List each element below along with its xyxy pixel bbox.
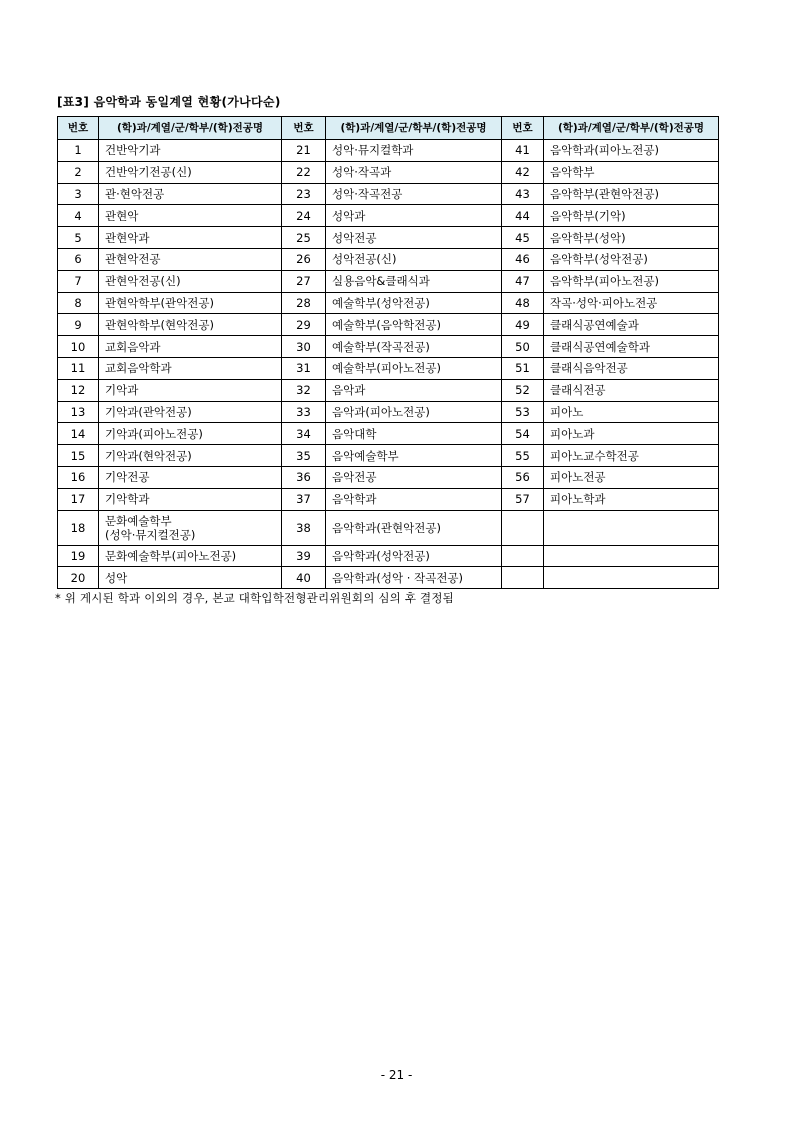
row-number: 30: [282, 336, 326, 358]
row-number: 15: [58, 445, 99, 467]
major-name-cell: 음악학부(피아노전공): [544, 270, 719, 292]
major-name-cell: 클래식전공: [544, 379, 719, 401]
header-num: 번호: [58, 117, 99, 140]
row-number: 43: [502, 183, 544, 205]
major-name-cell: 기악과(피아노전공): [99, 423, 282, 445]
major-name-cell: 클래식공연예술학과: [544, 336, 719, 358]
major-name-cell: 음악전공: [326, 466, 502, 488]
major-name-cell: 음악학과(성악전공): [326, 545, 502, 567]
major-name-cell: 음악학과(성악 · 작곡전공): [326, 567, 502, 589]
row-number: 54: [502, 423, 544, 445]
row-number: 9: [58, 314, 99, 336]
row-number: 47: [502, 270, 544, 292]
major-name-cell: 음악과: [326, 379, 502, 401]
table-row: [58, 314, 719, 336]
row-number: 46: [502, 248, 544, 270]
row-number: 44: [502, 205, 544, 227]
row-number: 12: [58, 379, 99, 401]
row-number: 8: [58, 292, 99, 314]
major-name-cell: 예술학부(음악학전공): [326, 314, 502, 336]
row-number: 4: [58, 205, 99, 227]
row-number: 5: [58, 227, 99, 249]
row-number: 20: [58, 567, 99, 589]
row-number: 26: [282, 248, 326, 270]
major-name-cell: 예술학부(피아노전공): [326, 357, 502, 379]
major-name-cell: 작곡·성악·피아노전공: [544, 292, 719, 314]
table-row: [58, 445, 719, 467]
major-name-cell: 성악·뮤지컬학과: [326, 140, 502, 162]
row-number: 19: [58, 545, 99, 567]
row-number: 48: [502, 292, 544, 314]
major-name-cell: 음악학부: [544, 161, 719, 183]
major-name-cell: [544, 545, 719, 567]
row-number: 38: [282, 510, 326, 545]
table-row: [58, 567, 719, 589]
row-number: 33: [282, 401, 326, 423]
major-name-cell: 음악학부(성악전공): [544, 248, 719, 270]
major-name-cell: 피아노전공: [544, 466, 719, 488]
table-row: [58, 336, 719, 358]
major-name-cell: 관·현악전공: [99, 183, 282, 205]
table-row: [58, 379, 719, 401]
header-row: [58, 117, 719, 140]
major-name-cell: 기악과(관악전공): [99, 401, 282, 423]
row-number: [502, 510, 544, 545]
major-name-cell: 성악과: [326, 205, 502, 227]
major-name-cell: 음악학과(피아노전공): [544, 140, 719, 162]
row-number: 35: [282, 445, 326, 467]
row-number: 7: [58, 270, 99, 292]
table-row: [58, 545, 719, 567]
row-number: 37: [282, 488, 326, 510]
major-name-detail: (성악·뮤지컬전공): [105, 527, 196, 542]
table-row: [58, 423, 719, 445]
major-name-cell: 피아노학과: [544, 488, 719, 510]
row-number: 22: [282, 161, 326, 183]
major-name-cell: 관현악전공: [99, 248, 282, 270]
major-name-cell: 피아노: [544, 401, 719, 423]
major-name-cell: 기악학과: [99, 488, 282, 510]
major-name-cell: 음악학부(기악): [544, 205, 719, 227]
row-number: 16: [58, 466, 99, 488]
major-name-cell: 성악·작곡전공: [326, 183, 502, 205]
major-name-cell: 건반악기과: [99, 140, 282, 162]
major-name-cell: 기악전공: [99, 466, 282, 488]
row-number: 23: [282, 183, 326, 205]
row-number: 36: [282, 466, 326, 488]
table-row: [58, 270, 719, 292]
row-number: 11: [58, 357, 99, 379]
major-name-cell: 피아노교수학전공: [544, 445, 719, 467]
major-name-cell: 클래식음악전공: [544, 357, 719, 379]
row-number: 17: [58, 488, 99, 510]
major-name-cell: 건반악기전공(신): [99, 161, 282, 183]
row-number: 40: [282, 567, 326, 589]
header-num: 번호: [282, 117, 326, 140]
major-name-cell: 음악학부(성악): [544, 227, 719, 249]
row-number: 57: [502, 488, 544, 510]
row-number: 27: [282, 270, 326, 292]
table-row: [58, 357, 719, 379]
row-number: 41: [502, 140, 544, 162]
row-number: 18: [58, 510, 99, 545]
major-name-cell: 성악: [99, 567, 282, 589]
row-number: 51: [502, 357, 544, 379]
major-name-cell: 실용음악&클래식과: [326, 270, 502, 292]
row-number: 45: [502, 227, 544, 249]
table-row: [58, 205, 719, 227]
footnote: * 위 게시된 학과 이외의 경우, 본교 대학입학전형관리위원회의 심의 후 결정됨: [55, 591, 454, 605]
row-number: 34: [282, 423, 326, 445]
header-name: (학)과/계열/군/학부/(학)전공명: [326, 117, 502, 140]
table-caption: [표3] 음악학과 동일계열 현황(가나다순): [57, 95, 281, 109]
table-row: [58, 248, 719, 270]
major-name-cell: 성악전공(신): [326, 248, 502, 270]
table-row: [58, 292, 719, 314]
table-row: [58, 466, 719, 488]
row-number: 13: [58, 401, 99, 423]
major-name-cell: 성악·작곡과: [326, 161, 502, 183]
major-name-cell: 음악학부(관현악전공): [544, 183, 719, 205]
row-number: 14: [58, 423, 99, 445]
row-number: 2: [58, 161, 99, 183]
table-row: [58, 161, 719, 183]
row-number: 21: [282, 140, 326, 162]
row-number: 50: [502, 336, 544, 358]
table-row: [58, 401, 719, 423]
major-name-cell: 관현악전공(신): [99, 270, 282, 292]
header-num: 번호: [502, 117, 544, 140]
row-number: 56: [502, 466, 544, 488]
row-number: 10: [58, 336, 99, 358]
row-number: 42: [502, 161, 544, 183]
major-name-cell: 예술학부(성악전공): [326, 292, 502, 314]
major-name-cell: 관현악과: [99, 227, 282, 249]
table-row: [58, 227, 719, 249]
table-header: [58, 117, 719, 140]
major-name-cell: 음악예술학부: [326, 445, 502, 467]
major-name-cell: [544, 510, 719, 545]
major-name: 문화예술학부: [105, 513, 172, 528]
major-name-cell: [544, 567, 719, 589]
row-number: 24: [282, 205, 326, 227]
major-name-cell: 음악학과(관현악전공): [326, 510, 502, 545]
major-name-cell: 예술학부(작곡전공): [326, 336, 502, 358]
row-number: 6: [58, 248, 99, 270]
major-name-cell: 클래식공연예술과: [544, 314, 719, 336]
header-name: (학)과/계열/군/학부/(학)전공명: [544, 117, 719, 140]
row-number: 25: [282, 227, 326, 249]
row-number: 52: [502, 379, 544, 401]
row-number: 29: [282, 314, 326, 336]
major-name-cell: 피아노과: [544, 423, 719, 445]
row-number: 39: [282, 545, 326, 567]
row-number: 55: [502, 445, 544, 467]
major-name-cell: 음악학과: [326, 488, 502, 510]
row-number: 28: [282, 292, 326, 314]
row-number: 3: [58, 183, 99, 205]
row-number: [502, 545, 544, 567]
row-number: [502, 567, 544, 589]
row-number: 31: [282, 357, 326, 379]
header-name: (학)과/계열/군/학부/(학)전공명: [99, 117, 282, 140]
major-name-cell: 관현악: [99, 205, 282, 227]
major-name-cell: 기악과(현악전공): [99, 445, 282, 467]
major-name-cell: [99, 510, 282, 545]
table-row: [58, 140, 719, 162]
major-name-cell: 관현악학부(현악전공): [99, 314, 282, 336]
major-name-cell: 문화예술학부(피아노전공): [99, 545, 282, 567]
music-related-majors-table: [57, 116, 719, 589]
major-name-cell: 음악과(피아노전공): [326, 401, 502, 423]
major-name-cell: 교회음악과: [99, 336, 282, 358]
major-name-cell: 관현악학부(관악전공): [99, 292, 282, 314]
table-row: [58, 510, 719, 545]
major-name-cell: 음악대학: [326, 423, 502, 445]
row-number: 49: [502, 314, 544, 336]
major-name-cell: 성악전공: [326, 227, 502, 249]
major-name-cell: 기악과: [99, 379, 282, 401]
page-number: - 21 -: [380, 1068, 413, 1082]
table-row: [58, 183, 719, 205]
row-number: 1: [58, 140, 99, 162]
table-body: [58, 140, 719, 589]
table-row: [58, 488, 719, 510]
row-number: 32: [282, 379, 326, 401]
major-name-cell: 교회음악학과: [99, 357, 282, 379]
row-number: 53: [502, 401, 544, 423]
